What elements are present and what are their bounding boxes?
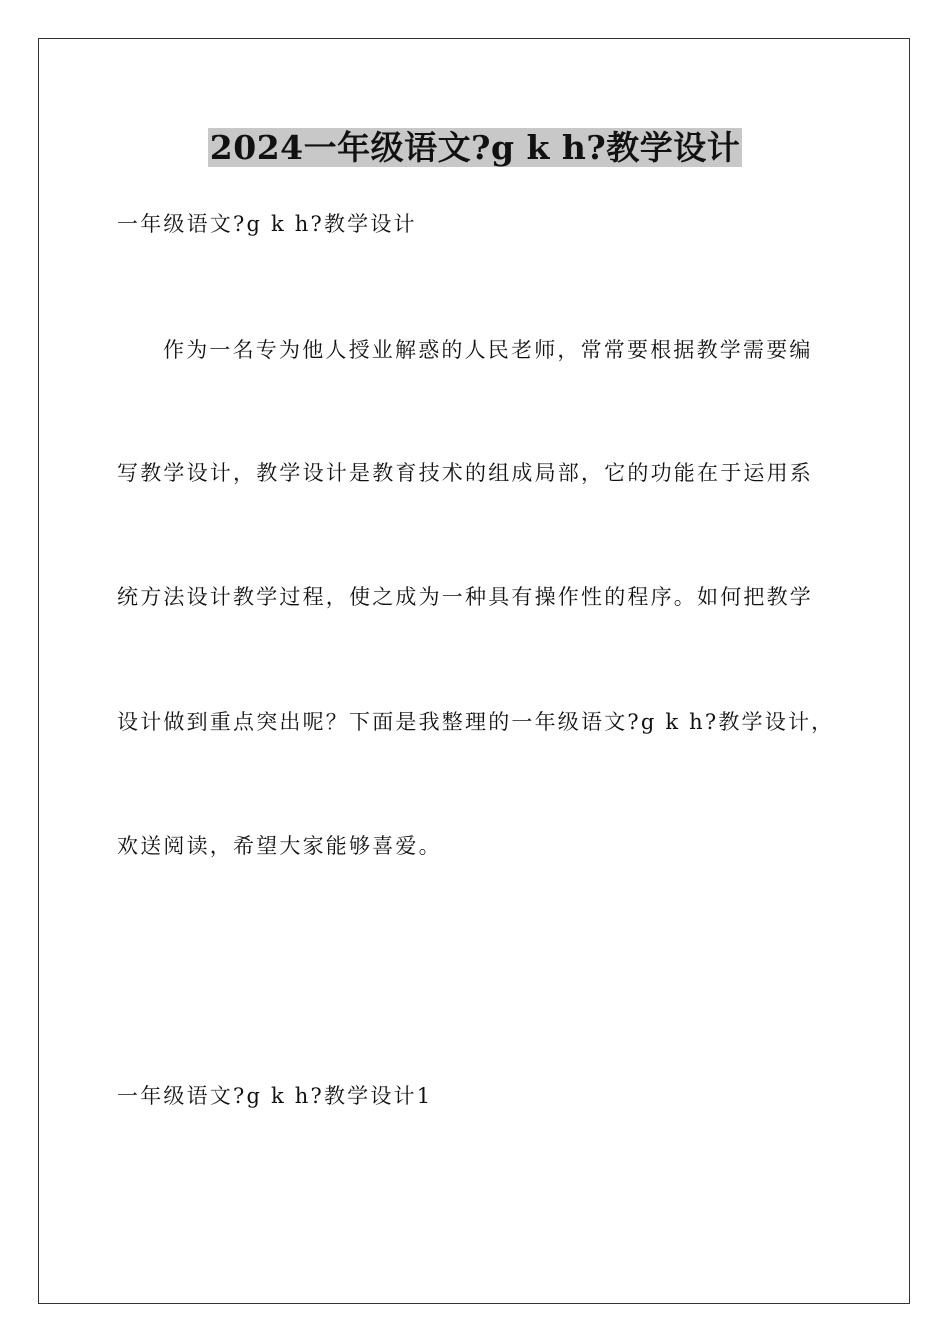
document-title-container [0, 128, 950, 168]
paragraph-line-1: 作为一名专为他人授业解惑的人民老师，常常要根据教学需要编 [163, 338, 813, 362]
paragraph-line-4: 设计做到重点突出呢？下面是我整理的一年级语文?g k h?教学设计， [117, 710, 835, 734]
document-subtitle: 一年级语文?g k h?教学设计 [117, 212, 417, 236]
section-heading: 一年级语文?g k h?教学设计1 [117, 1084, 433, 1108]
paragraph-line-3: 统方法设计教学过程，使之成为一种具有操作性的程序。如何把教学 [117, 585, 813, 609]
paragraph-line-2: 写教学设计，教学设计是教育技术的组成局部，它的功能在于运用系 [117, 461, 813, 485]
document-title: 2024一年级语文?g k h?教学设计 [209, 128, 741, 167]
paragraph-line-5: 欢送阅读，希望大家能够喜爱。 [117, 834, 442, 858]
